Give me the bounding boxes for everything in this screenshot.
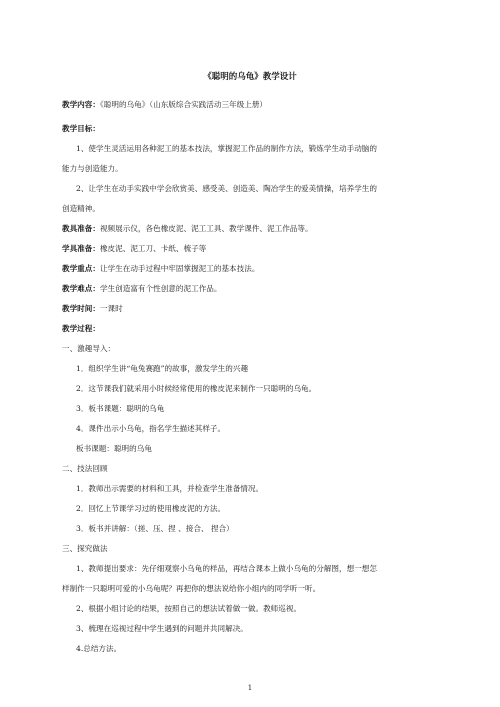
- section1-heading: 一、激趣导入：: [62, 344, 116, 353]
- section2-item: 2．回忆上节课学习过的使用橡皮泥的方法。: [76, 504, 226, 513]
- document-title: 《聪明的乌龟》教学设计: [203, 72, 297, 82]
- goal1-line1: 1、使学生灵活运用各种泥工的基本技法，掌握泥工作品的制作方法，锻炼学生动手动脑的: [76, 144, 377, 153]
- teacher-prep-value: 视频展示仪，各色橡皮泥、泥工工具、教学课件、泥工作品等。: [99, 224, 313, 233]
- difficult-label: 教学难点：: [62, 284, 100, 293]
- time-label: 教学时间：: [62, 304, 100, 313]
- student-prep-label: 学具准备：: [62, 244, 100, 253]
- section2-item: 1．教师出示需要的材料和工具，并检查学生准备情况。: [76, 484, 264, 493]
- key-row: [62, 264, 442, 274]
- section2-heading: 二、技法回顾: [62, 464, 108, 473]
- teacher-prep-label: 教具准备：: [62, 224, 100, 233]
- content-row: [62, 100, 442, 110]
- difficult-row: [62, 284, 442, 294]
- goal2-line1: 2、让学生在动手实践中学会欣赏美、感受美、创造美、陶冶学生的爱美情操，培养学生的: [76, 184, 377, 193]
- key-label: 教学重点：: [62, 264, 100, 273]
- process-label: 教学过程：: [62, 324, 100, 333]
- content-label: 教学内容：: [62, 100, 100, 109]
- goal-label: 教学目标：: [62, 124, 100, 133]
- section3-item: 2、根据小组讨论的结果，按照自己的想法试着做一做。教师巡视。: [76, 604, 302, 613]
- section1-item: 2．这节课我们就采用小时候经常使用的橡皮泥来制作一只聪明的乌龟。: [76, 384, 317, 393]
- section3-item-cont: 样制作一只聪明可爱的小乌龟呢？再把你的想法说给你小组内的同学听一听。: [62, 584, 321, 593]
- student-prep-row: [62, 244, 442, 254]
- section1-item: 4．课件出示小乌龟，指名学生描述其样子。: [76, 424, 226, 433]
- difficult-value: 学生创造富有个性创意的泥工作品。: [99, 284, 222, 293]
- time-value: 一课时: [99, 304, 123, 313]
- section1-item: 3．板书课题：聪明的乌龟: [76, 404, 165, 413]
- goal2-line2: 创造精神。: [62, 204, 100, 213]
- content-value: 《聪明的乌龟》（山东版综合实践活动三年级上册）: [99, 100, 268, 109]
- page-number: 1: [247, 684, 253, 692]
- section3-item: 3、梳理在巡视过程中学生遇到的问题并共同解决。: [76, 624, 248, 633]
- section3-item: 4.总结方法。: [76, 644, 122, 653]
- time-row: [62, 304, 442, 314]
- key-value: 让学生在动手过程中牢固掌握泥工的基本技法。: [99, 264, 260, 273]
- goal1-line2: 能力与创造能力。: [62, 164, 123, 173]
- student-prep-value: 橡皮泥、泥工刀、卡纸、梳子等: [99, 244, 207, 253]
- section1-board: 板书课题：聪明的乌龟: [76, 444, 152, 453]
- teacher-prep-row: [62, 224, 442, 234]
- section3-item: 1、教师提出要求：先仔细观察小乌龟的样品，再结合课本上做小乌龟的分解图，想一想怎: [76, 564, 377, 573]
- section3-heading: 三、探究做法: [62, 544, 108, 553]
- section2-item: 3．板书并讲解：（搓、压、捏 、接合、 捏合）: [76, 524, 234, 533]
- section1-item: 1．组织学生讲“龟兔赛跑”的故事，激发学生的兴趣: [76, 364, 249, 373]
